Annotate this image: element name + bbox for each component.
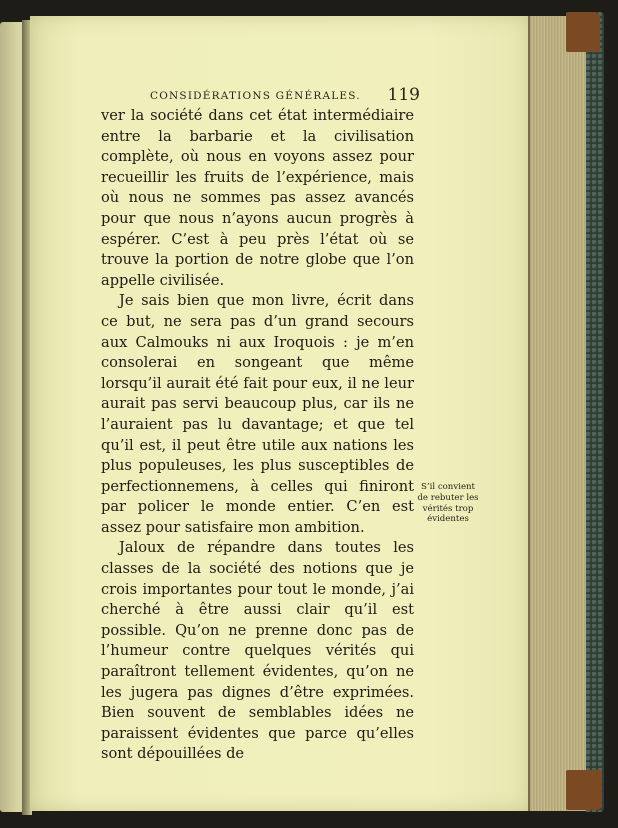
- margin-note: [416, 482, 480, 525]
- page-header: [150, 86, 420, 108]
- book-cover: [586, 12, 604, 812]
- paragraph-1: ver la société dans cet état intermédiaire entre la barbarie et la civilisation complète, où nous en voyons assez pour recueillir les fruits de l’expérience, mais où nous ne sommes pas assez avancés pour que nous n’ayons aucun progrès à espérer. C’est à peu près l’état où se trouve la portion de notre globe que l’on appelle civilisée.: [101, 107, 414, 289]
- cover-corner-top: [566, 12, 600, 52]
- margin-note-line: S’il convient: [420, 482, 476, 492]
- running-title: CONSIDÉRATIONS GÉNÉRALES.: [150, 90, 361, 102]
- margin-note-line: évidentes: [427, 514, 469, 525]
- cover-corner-bottom: [566, 770, 602, 810]
- page-number: 119: [387, 85, 420, 105]
- margin-note-line: de rebuter les: [417, 492, 479, 503]
- page-edges: [528, 16, 588, 811]
- margin-note-line: vérités trop: [422, 503, 474, 514]
- paragraph-2: Je sais bien que mon livre, écrit dans ce but, ne sera pas d’un grand secours aux Calmouks ni aux Iroquois : je m’en consolerai en songeant que même lorsqu’il aurait été fait pour eux, il ne leur aurait pas servi beaucoup plus, car ils ne l’auraient pas lu davantage; et que tel qu’il est, il peut être utile aux nations les plus populeuses, les plus susceptibles de perfectionnemens, à celles qui finiront par policer le monde entier. C’en est assez pour satisfaire mon ambition.: [101, 292, 414, 536]
- paragraph-3: Jaloux de répandre dans toutes les classes de la société des notions que je crois importantes pour tout le monde, j’ai cherché à être aussi clair qu’il est possible. Qu’on ne prenne donc pas de l’humeur contre quelques vérités qui paraîtront tellement évidentes, qu’on ne les jugera pas dignes d’être exprimées. Bien souvent de semblables idées ne paraissent évidentes que parce qu’elles sont dépouillées de: [101, 539, 414, 763]
- body-text: [101, 106, 414, 765]
